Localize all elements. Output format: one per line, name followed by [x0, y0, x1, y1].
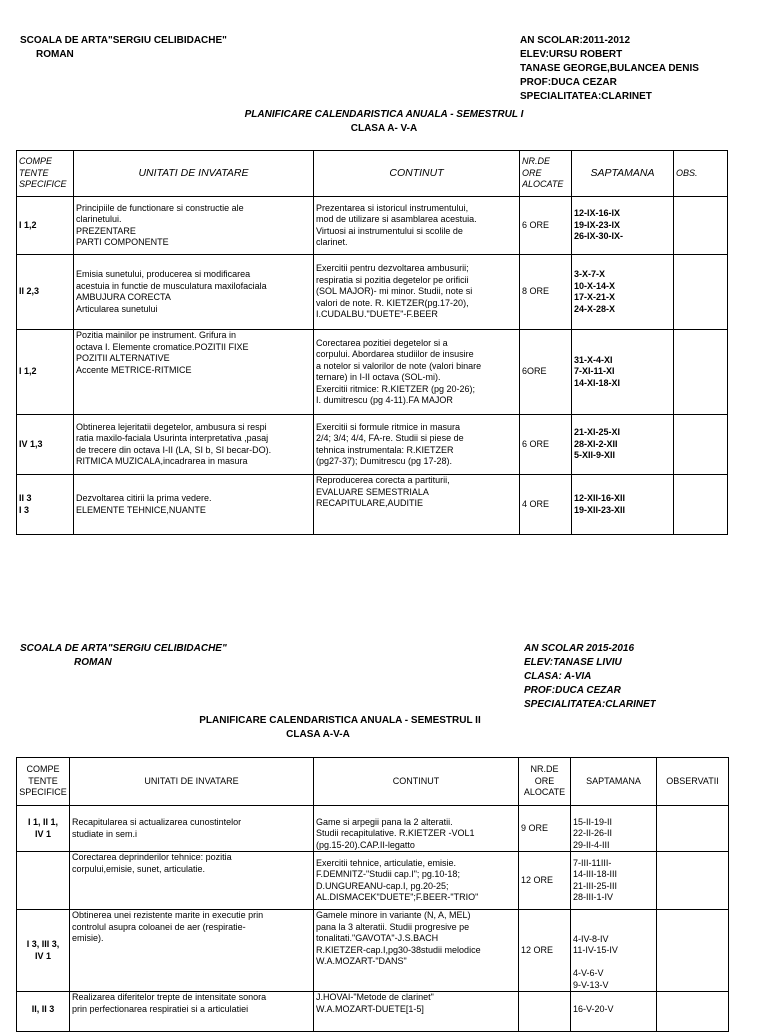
sem2-col-ore: NR.DE ORE ALOCATE [519, 758, 571, 806]
sem2-teacher: PROF:DUCA CEZAR [524, 685, 621, 696]
row-saptamana: 3-X-7-X 10-X-14-X 17-X-21-X 24-X-28-X [572, 255, 674, 330]
table-row [17, 197, 728, 255]
row-saptamana: 21-XI-25-XI 28-XI-2-XII 5-XII-9-XII [572, 415, 674, 475]
sem2-student: ELEV:TANASE LIVIU [524, 657, 622, 668]
row-obs [657, 852, 729, 910]
table-row [17, 992, 729, 1032]
row-continut: J.HOVAI-"Metode de clarinet" W.A.MOZART-DUETE[1-5] [314, 992, 519, 1032]
row-ore: 9 ORE [519, 806, 571, 852]
row-unitate: Corectarea deprinderilor tehnice: pozitia corpului,emisie, sunet, articulatie. [70, 852, 314, 910]
table-row [17, 255, 728, 330]
sem2-plan-table [16, 757, 729, 1032]
sem1-col-saptamana: SAPTAMANA [572, 151, 674, 197]
table-row [17, 852, 729, 910]
row-unitate: Dezvoltarea citirii la prima vedere. ELEMENTE TEHNICE,NUANTE [74, 475, 314, 535]
row-obs [674, 255, 728, 330]
sem1-specialty: SPECIALITATEA:CLARINET [520, 91, 652, 102]
sem1-school-city: ROMAN [36, 49, 74, 60]
row-continut: Reproducerea corecta a partiturii, EVALUARE SEMESTRIALA RECAPITULARE,AUDITIE [314, 475, 520, 535]
row-obs [657, 992, 729, 1032]
sem1-title: PLANIFICARE CALENDARISTICA ANUALA - SEMESTRUL I [244, 109, 524, 120]
row-saptamana: 12-IX-16-IX 19-IX-23-IX 26-IX-30-IX- [572, 197, 674, 255]
sem1-info-block [520, 34, 699, 104]
row-competente: I 1,2 [17, 197, 74, 255]
sem1-class: CLASA A- V-A [350, 123, 418, 134]
sem2-header-row [17, 758, 729, 806]
row-ore: 6 ORE [520, 415, 572, 475]
row-obs [674, 330, 728, 415]
row-ore: 8 ORE [520, 255, 572, 330]
sem1-student: ELEV:URSU ROBERT [520, 49, 623, 60]
sem2-col-competente: COMPE TENTE SPECIFICE [17, 758, 70, 806]
row-ore [519, 992, 571, 1032]
sem1-school-year: AN SCOLAR:2011-2012 [520, 35, 631, 46]
row-unitate: Principiile de functionare si constructie ale clarinetului. PREZENTARE PARTI COMPONENTE [74, 197, 314, 255]
row-ore: 12 ORE [519, 910, 571, 992]
row-ore: 12 ORE [519, 852, 571, 910]
row-obs [674, 415, 728, 475]
sem1-col-competente: COMPE TENTE SPECIFICE [17, 151, 74, 197]
sem2-school-city: ROMAN [74, 657, 112, 668]
row-continut: Exercitii tehnice, articulatie, emisie. F.DEMNITZ-"Studii cap.I"; pg.10-18; D.UNGUREANU-cap.I, pg.20-25; AL.DISMACEK"DUETE";F.BEER-"TRIO" [314, 852, 519, 910]
row-ore: 4 ORE [520, 475, 572, 535]
row-saptamana: 4-IV-8-IV 11-IV-15-IV 4-V-6-V 9-V-13-V [571, 910, 657, 992]
row-continut: Game si arpegii pana la 2 alteratii. Studii recapitulative. R.KIETZER -VOL1 (pg.15-20).CAP.II-legatto [314, 806, 519, 852]
table-row [17, 415, 728, 475]
row-saptamana: 16-V-20-V [571, 992, 657, 1032]
row-unitate: Realizarea diferitelor trepte de intensitate sonora prin perfectionarea respiratiei si a articulatiei [70, 992, 314, 1032]
row-competente: I 1, II 1, IV 1 [17, 806, 70, 852]
sem2-school-header [20, 642, 227, 670]
table-row [17, 330, 728, 415]
sem2-info-block [524, 642, 656, 712]
row-obs [657, 910, 729, 992]
sem2-col-unitati: UNITATI DE INVATARE [70, 758, 314, 806]
row-unitate: Obtinerea unei rezistente marite in executie prin controlul asupra coloanei de aer (respiratie- emisie). [70, 910, 314, 992]
row-saptamana: 12-XII-16-XII 19-XII-23-XII [572, 475, 674, 535]
table-row [17, 475, 728, 535]
row-obs [674, 197, 728, 255]
sem2-school-year: AN SCOLAR 2015-2016 [524, 643, 635, 654]
sem2-class: CLASA A-V-A [286, 729, 350, 740]
row-unitate: Pozitia mainilor pe instrument. Grifura in octava I. Elemente cromatice.POZITII FIXE POZITII ALTERNATIVE Accente METRICE-RITMICE [74, 330, 314, 415]
sem1-teacher: PROF:DUCA CEZAR [520, 77, 617, 88]
row-ore: 6ORE [520, 330, 572, 415]
sem1-col-ore: NR.DE ORE ALOCATE [520, 151, 572, 197]
row-continut: Gamele minore in variante (N, A, MEL) pana la 3 alteratii. Studii progresive pe tonalitati."GAVOTA"-J.S.BACH R.KIETZER-cap.I,pg30-38studii melodice W.A.MOZART-"DANS" [314, 910, 519, 992]
row-unitate: Emisia sunetului, producerea si modificarea acestuia in functie de musculatura maxilofaciala AMBUJURA CORECTA Articularea sunetului [74, 255, 314, 330]
row-competente: IV 1,3 [17, 415, 74, 475]
sem1-plan-table [16, 150, 728, 535]
row-competente [17, 852, 70, 910]
row-continut: Corectarea pozitiei degetelor si a corpului. Abordarea studiilor de insusire a notelor si valorilor de note (valori binare ternare) in I-II octava (SOL-mi). Exercitii ritmice: R.KIETZER (pg 20-26); I. dumitrescu (pg 4-11).FA MAJOR [314, 330, 520, 415]
sem1-header-row [17, 151, 728, 197]
sem1-school-name: SCOALA DE ARTA"SERGIU CELIBIDACHE" [20, 35, 227, 46]
row-competente: I 1,2 [17, 330, 74, 415]
row-competente: I 3, III 3, IV 1 [17, 910, 70, 992]
sem1-col-unitati: UNITATI DE INVATARE [74, 151, 314, 197]
row-unitate: Obtinerea lejeritatii degetelor, ambusura si respi ratia maxilo-faciala Usurinta interpretativa ,pasaj de trecere din octava I-II (LA, SI b, SI becar-DO). RITMICA MUZICALA,incadrarea in masura [74, 415, 314, 475]
row-obs [674, 475, 728, 535]
sem1-students-extra: TANASE GEORGE,BULANCEA DENIS [520, 63, 699, 74]
row-continut: Exercitii pentru dezvoltarea ambusurii; respiratia si pozitia degetelor pe orificii (SOL MAJOR)- mi minor. Studii, note si valori de note. R. KIETZER(pg.17-20), I.CUDALBU."DUETE"-F.BEER [314, 255, 520, 330]
sem2-col-obs: OBSERVATII [657, 758, 729, 806]
row-competente: II 2,3 [17, 255, 74, 330]
sem1-school-header [20, 34, 227, 62]
row-continut: Prezentarea si istoricul instrumentului, mod de utilizare si asamblarea acestuia. Virtuosi ai instrumentului si scolile de clarinet. [314, 197, 520, 255]
row-unitate: Recapitularea si actualizarea cunostintelor studiate in sem.i [70, 806, 314, 852]
sem1-col-obs: OBS. [674, 151, 728, 197]
row-continut: Exercitii si formule ritmice in masura 2/4; 3/4; 4/4, FA-re. Studii si piese de tehnica instrumentala: R.KIETZER (pg27-37); Dumitrescu (pg 17-28). [314, 415, 520, 475]
row-saptamana: 31-X-4-XI 7-XI-11-XI 14-XI-18-XI [572, 330, 674, 415]
row-competente: II, II 3 [17, 992, 70, 1032]
row-saptamana: 7-III-11III- 14-III-18-III 21-III-25-III 28-III-1-IV [571, 852, 657, 910]
sem2-title: PLANIFICARE CALENDARISTICA ANUALA - SEMESTRUL II [199, 715, 481, 726]
sem2-col-saptamana: SAPTAMANA [571, 758, 657, 806]
sem2-class-label: CLASA: A-VIA [524, 671, 592, 682]
row-ore: 6 ORE [520, 197, 572, 255]
sem2-school-name: SCOALA DE ARTA"SERGIU CELIBIDACHE" [20, 643, 227, 654]
sem2-specialty: SPECIALITATEA:CLARINET [524, 699, 656, 710]
sem1-col-continut: CONTINUT [314, 151, 520, 197]
table-row [17, 910, 729, 992]
table-row [17, 806, 729, 852]
sem2-col-continut: CONTINUT [314, 758, 519, 806]
row-obs [657, 806, 729, 852]
row-competente: II 3 I 3 [17, 475, 74, 535]
row-saptamana: 15-II-19-II 22-II-26-II 29-II-4-III [571, 806, 657, 852]
